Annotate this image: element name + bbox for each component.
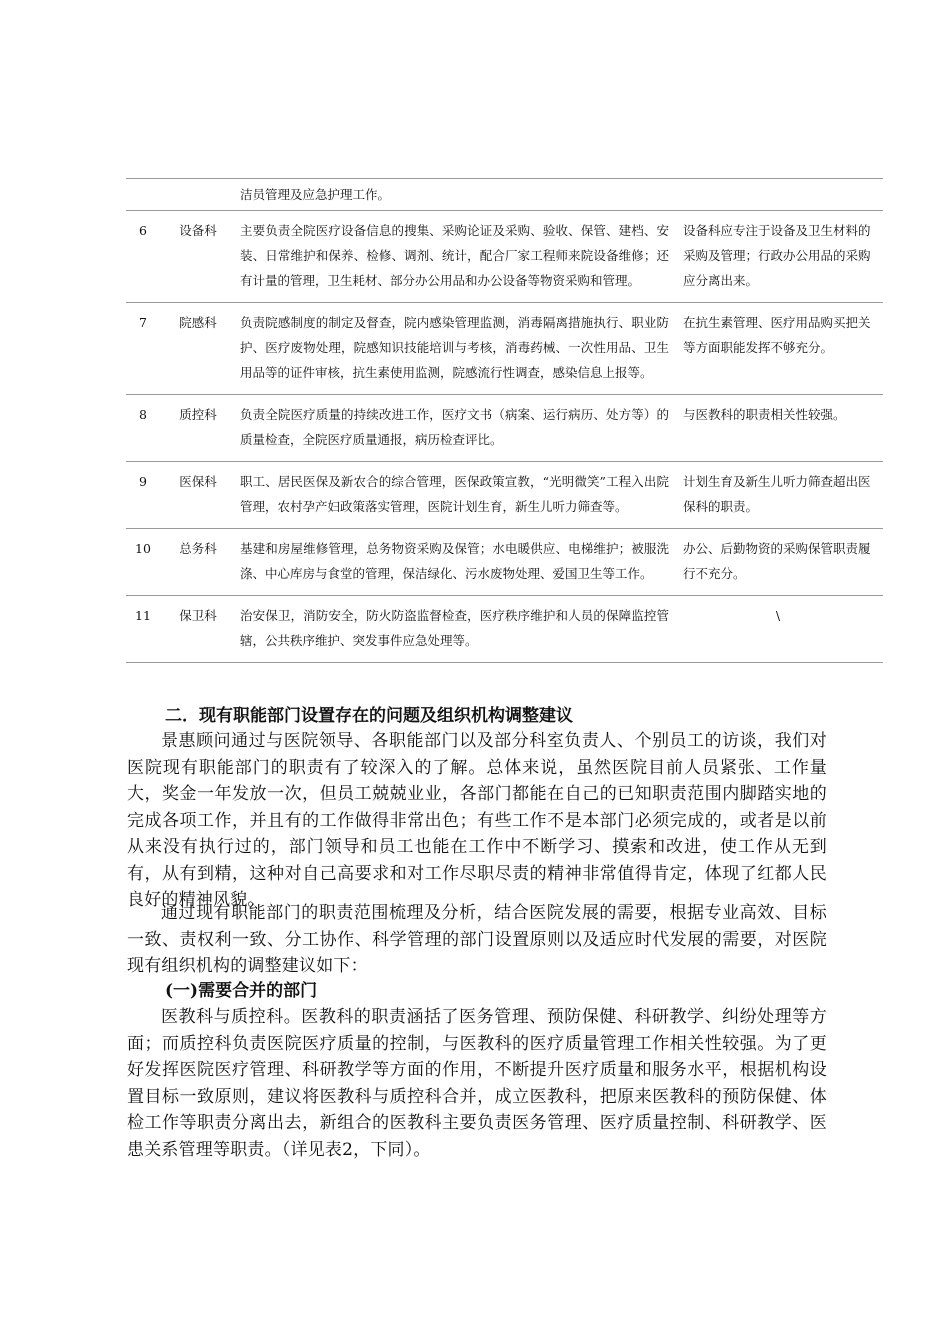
paragraph-adjustment-basis: 通过现有职能部门的职责范围梳理及分析，结合医院发展的需要，根据专业高效、目标一致、责权利一致、分工协作、科学管理的部门设置原则以及适应时代发展的需要，对医院现有组织机构的调整建议如下： <box>127 903 827 976</box>
department-name <box>160 179 236 211</box>
row-number: 9 <box>126 462 160 529</box>
row-number: 11 <box>126 596 160 663</box>
department-issues: 设备科应专注于设备及卫生材料的采购及管理；行政办公用品的采购应分离出来。 <box>677 211 883 303</box>
table-row <box>126 211 883 303</box>
row-number: 7 <box>126 303 160 395</box>
table-row <box>126 179 883 211</box>
department-duties: 负责院感制度的制定及督查，院内感染管理监测，消毒隔离措施执行、职业防护、医疗废物处理，院感知识技能培训与考核，消毒药械、一次性用品、卫生用品等的证件审核，抗生素使用监测，院感流行性调查，感染信息上报等。 <box>236 303 677 395</box>
department-name: 总务科 <box>160 529 236 596</box>
department-duties: 洁员管理及应急护理工作。 <box>236 179 677 211</box>
department-duties: 负责全院医疗质量的持续改进工作，医疗文书（病案、运行病历、处方等）的质量检查，全院医疗质量通报，病历检查评比。 <box>236 395 677 462</box>
paragraph-merge-proposal: 医教科与质控科。医教科的职责涵括了医务管理、预防保健、科研教学、纠纷处理等方面；而质控科负责医院医疗质量的控制，与医教科的医疗质量管理工作相关性较强。为了更好发挥医院医疗管理、科研教学等方面的作用，不断提升医疗质量和服务水平，根据机构设置目标一致原则，建议将医教科与质控科合并，成立医教科，把原来医教科的预防保健、体检工作等职责分离出去，新组合的医教科主要负责医务管理、医疗质量控制、科研教学、医患关系管理等职责。（详见表2，下同）。 <box>127 1007 827 1160</box>
department-duties: 治安保卫，消防安全，防火防盗监督检查，医疗秩序维护和人员的保障监控管辖，公共秩序维护、突发事件应急处理等。 <box>236 596 677 663</box>
row-number: 8 <box>126 395 160 462</box>
department-name: 保卫科 <box>160 596 236 663</box>
department-issues: 在抗生素管理、医疗用品购买把关等方面职能发挥不够充分。 <box>677 303 883 395</box>
department-issues: 计划生育及新生儿听力筛查超出医保科的职责。 <box>677 462 883 529</box>
department-duties: 主要负责全院医疗设备信息的搜集、采购论证及采购、验收、保管、建档、安装、日常维护和保养、检修、调剂、统计，配合厂家工程师来院设备维修；还有计量的管理，卫生耗材、部分办公用品和办公设备等物资采购和管理。 <box>236 211 677 303</box>
department-name: 医保科 <box>160 462 236 529</box>
paragraph-overview: 景惠顾问通过与医院领导、各职能部门以及部分科室负责人、个别员工的访谈，我们对医院现有职能部门的职责有了较深入的了解。总体来说，虽然医院目前人员紧张、工作量大，奖金一年发放一次，但员工兢兢业业，各部门都能在自己的已知职责范围内脚踏实地的完成各项工作，并且有的工作做得非常出色；有些工作不是本部门必须完成的，或者是以前从来没有执行过的，部门领导和员工也能在工作中不断学习、摸索和改进，使工作从无到有，从有到精，这种对自己高要求和对工作尽职尽责的精神非常值得肯定，体现了红都人民良好的精神风貌。 <box>127 731 827 910</box>
row-number <box>126 179 160 211</box>
department-issues: \ <box>677 596 883 663</box>
department-name: 院感科 <box>160 303 236 395</box>
department-issues: 与医教科的职责相关性较强。 <box>677 395 883 462</box>
table-row <box>126 303 883 395</box>
subsection-heading: (一)需要合并的部门 <box>165 981 318 1001</box>
table-row <box>126 395 883 462</box>
table-row <box>126 596 883 663</box>
section-heading: 二．现有职能部门设置存在的问题及组织机构调整建议 <box>165 706 573 726</box>
department-name: 设备科 <box>160 211 236 303</box>
row-number: 10 <box>126 529 160 596</box>
table-row <box>126 462 883 529</box>
table-row <box>126 529 883 596</box>
department-duties: 职工、居民医保及新农合的综合管理，医保政策宣教，“光明微笑”工程入出院管理，农村孕产妇政策落实管理，医院计划生育，新生儿听力筛查等。 <box>236 462 677 529</box>
department-issues: 办公、后勤物资的采购保管职责履行不充分。 <box>677 529 883 596</box>
department-name: 质控科 <box>160 395 236 462</box>
row-number: 6 <box>126 211 160 303</box>
department-issues <box>677 179 883 211</box>
department-duties-table <box>126 178 883 663</box>
department-duties: 基建和房屋维修管理，总务物资采购及保管；水电暖供应、电梯维护；被服洗涤、中心库房与食堂的管理，保洁绿化、污水废物处理、爱国卫生等工作。 <box>236 529 677 596</box>
